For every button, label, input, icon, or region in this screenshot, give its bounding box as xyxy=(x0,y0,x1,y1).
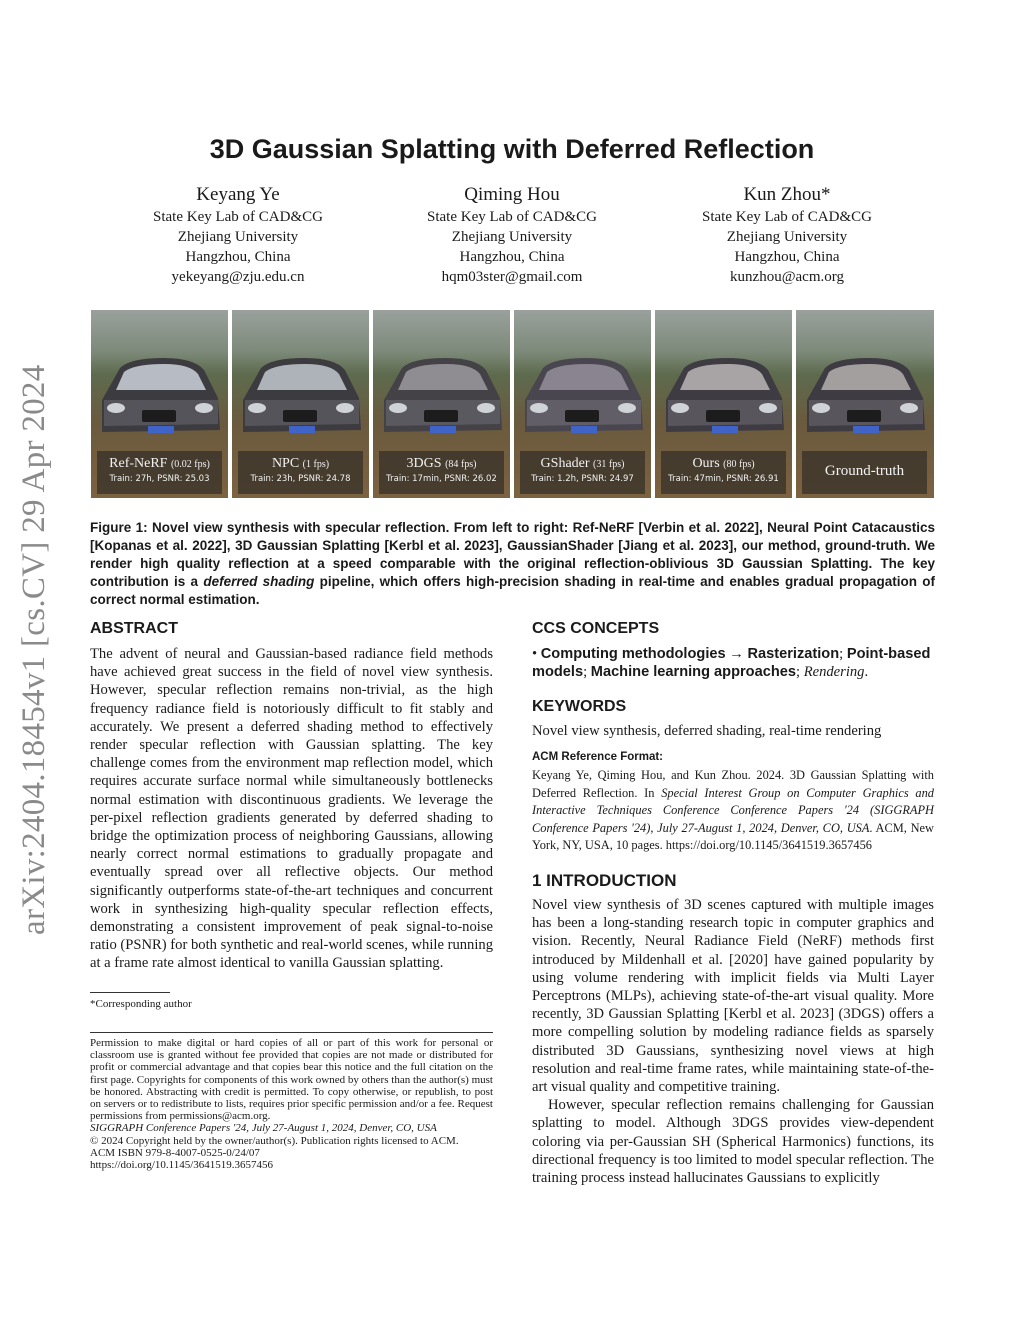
figure-panel-ref-nerf xyxy=(91,310,228,498)
ccs-heading: CCS CONCEPTS xyxy=(532,620,660,637)
author-block-1 xyxy=(108,184,368,287)
train-stats: Train: 27h, PSNR: 25.03 xyxy=(109,474,210,484)
figure-panel-ours xyxy=(655,310,792,498)
fps-value: (0.02 fps) xyxy=(170,459,210,470)
arxiv-stamp: arXiv:2404.18454v1 [cs.CV] 29 Apr 2024 xyxy=(16,364,52,935)
acm-ref-heading: ACM Reference Format: xyxy=(532,751,663,763)
method-name: Ours xyxy=(692,456,720,471)
footnote-rule xyxy=(90,992,170,993)
author-name: Qiming Hou xyxy=(464,184,560,205)
figure-panel-ground-truth xyxy=(796,310,934,498)
paper-title: 3D Gaussian Splatting with Deferred Reflection xyxy=(209,134,815,164)
car-image xyxy=(94,338,225,446)
fps-value: (84 fps) xyxy=(445,459,477,470)
method-name: NPC xyxy=(271,456,300,471)
abstract-text: The advent of neural and Gaussian-based radiance field methods have achieved great success in the field of novel view synthesis. However, specular reflection remains non-trivial, as the high frequency radiance field is notoriously difficult to fit stably and accurately. We present a deferred shading method to effectively render specular reflection with Gaussian splatting. The key challenge comes from the environment map reflection model, which requires accurate surface normal while simultaneously bottlenecks normal estimation with discontinuous gradients. We leverage the per-pixel reflection gradients generated by deferred shading to bridge the optimization process of neighboring Gaussians, allowing nearly correct normal estimations to gradually propagate and eventually spread over all reflective objects. Our method significantly outperforms state-of-the-art techniques and concurrent work in synthesizing high-quality specular reflection effects, demonstrating a consistent improvement of peak signal-to-noise ratio (PSNR) for both synthetic and real-world scenes, while running at a frame rate almost identical to vanilla Gaussian splatting. xyxy=(90,646,493,972)
author-email[interactable]: yekeyang@zju.edu.cn xyxy=(171,269,305,285)
method-name: Ref-NeRF xyxy=(109,456,168,471)
figure-label xyxy=(520,451,645,494)
train-stats: Train: 1.2h, PSNR: 24.97 xyxy=(531,474,634,484)
isbn-line: ACM ISBN 979-8-4007-0525-0/24/07 xyxy=(90,1146,260,1159)
author-university: Zhejiang University xyxy=(726,229,848,245)
acm-ref-text: Keyang Ye, Qiming Hou, and Kun Zhou. 2024. 3D Gaussian Splatting with Deferred Reflection. In Special Interest Group on Computer Graphics and Interactive Techniques Conference Conference Papers '24 (SIGGRAPH Conference Papers '24), July 27-August 1, 2024, Denver, CO, USA. ACM, New York, NY, USA, 10 pages. https://doi.org/10.1145/3641519.3657456 xyxy=(532,768,934,853)
keywords-text: Novel view synthesis, deferred shading, real-time rendering xyxy=(532,723,882,739)
figure-panel-gshader xyxy=(514,310,651,498)
permission-text: Permission to make digital or hard copies of all or part of this work for personal or classroom use is granted without fee provided that copies are not made or distributed for profit or commercial advantage and that copies bear this notice and the full citation on the first page. Copyrights for components of this work owned by others than the author(s) must be honored. Abstracting with credit is permitted. To copy otherwise, or republish, to post on servers or to redistribute to lists, requires prior specific permission and/or a fee. Request permissions from permissions@acm.org. xyxy=(90,1037,493,1123)
keywords-heading: KEYWORDS xyxy=(532,698,627,715)
footnote: *Corresponding author xyxy=(90,998,192,1010)
method-name: Ground-truth xyxy=(824,463,905,479)
venue-line: SIGGRAPH Conference Papers '24, July 27-August 1, 2024, Denver, CO, USA xyxy=(90,1122,437,1135)
author-location: Hangzhou, China xyxy=(185,249,291,265)
figure-panel-npc xyxy=(232,310,369,498)
train-stats: Train: 47min, PSNR: 26.91 xyxy=(668,474,779,484)
author-name: Kun Zhou* xyxy=(743,184,831,205)
permission-block xyxy=(90,1037,493,1171)
permission-rule xyxy=(90,1032,493,1033)
author-name: Keyang Ye xyxy=(196,184,280,205)
abstract-heading: ABSTRACT xyxy=(90,620,178,637)
intro-heading: 1 INTRODUCTION xyxy=(532,871,677,890)
intro-text xyxy=(532,896,934,1187)
fps-value: (31 fps) xyxy=(593,459,625,470)
author-university: Zhejiang University xyxy=(177,229,299,245)
figure-label xyxy=(661,451,786,494)
author-block-2 xyxy=(382,184,642,287)
intro-paragraph: However, specular reflection remains challenging for Gaussian splatting to model. Although 3DGS provides view-dependent coloring via per-Gaussian SH (Spherical Harmonics) functions, its directional frequency is too limited to model specular reflection. The training process instead hallucinates Gaussians to explicitly xyxy=(532,1097,934,1187)
train-stats: Train: 23h, PSNR: 24.78 xyxy=(250,474,351,484)
figure-1 xyxy=(91,310,934,498)
figure-label xyxy=(97,451,222,494)
intro-paragraph: Novel view synthesis of 3D scenes captured with multiple images has been a long-standing research topic in computer graphics and vision. Recently, Neural Radiance Field (NeRF) methods first introduced by Mildenhall et al. [2020] have gained popularity by using volume rendering with implicit fields via Multi Layer Perceptrons (MLPs), achieving state-of-the-art visual quality. More recently, 3D Gaussian Splatting [Kerbl et al. 2023] (3DGS) offers a more compelling solution by modeling radiance fields as sparsely distributed 3D Gaussians, synthesizing novel views at high resolution and real-time frame rates, while maintaining state-of-the-art visual quality and competitive training. xyxy=(532,897,934,1096)
figure-label xyxy=(238,451,363,494)
author-location: Hangzhou, China xyxy=(734,249,840,265)
author-university: Zhejiang University xyxy=(451,229,573,245)
copyright-line: © 2024 Copyright held by the owner/author(s). Publication rights licensed to ACM. xyxy=(90,1134,459,1147)
car-image xyxy=(658,338,789,446)
method-name: GShader xyxy=(540,456,590,471)
author-block-3 xyxy=(657,184,917,287)
figure-caption: Figure 1: Novel view synthesis with specular reflection. From left to right: Ref-NeRF [Verbin et al. 2022], Neural Point Catacaustics [Kopanas et al. 2022], 3D Gaussian Splatting [Kerbl et al. 2023], GaussianShader [Jiang et al. 2023], our method, ground-truth. We render high quality reflection at a speed comparable with the original reflection-oblivious 3D Gaussian Splatting. The key contribution is a deferred shading pipeline, which offers high-precision shading in real-time and enables gradual propagation of correct normal estimation. xyxy=(90,520,935,607)
author-email[interactable]: kunzhou@acm.org xyxy=(730,269,844,285)
author-location: Hangzhou, China xyxy=(459,249,565,265)
author-affiliation: State Key Lab of CAD&CG xyxy=(702,209,872,225)
author-email[interactable]: hqm03ster@gmail.com xyxy=(441,269,583,285)
figure-label xyxy=(802,451,927,494)
figure-label xyxy=(379,451,504,494)
doi-link[interactable]: https://doi.org/10.1145/3641519.3657456 xyxy=(90,1159,274,1172)
train-stats: Train: 17min, PSNR: 26.02 xyxy=(386,474,497,484)
car-image xyxy=(235,338,366,446)
ccs-concepts: • Computing methodologies → Rasterization; Point-based models; Machine learning approaches; Rendering. xyxy=(532,646,931,681)
method-name: 3DGS xyxy=(406,456,442,471)
figure-panel-3dgs xyxy=(373,310,510,498)
car-image xyxy=(517,338,648,446)
author-affiliation: State Key Lab of CAD&CG xyxy=(427,209,597,225)
author-affiliation: State Key Lab of CAD&CG xyxy=(153,209,323,225)
fps-value: (1 fps) xyxy=(302,459,330,470)
car-image xyxy=(376,338,507,446)
car-image xyxy=(799,338,930,446)
fps-value: (80 fps) xyxy=(723,459,755,470)
